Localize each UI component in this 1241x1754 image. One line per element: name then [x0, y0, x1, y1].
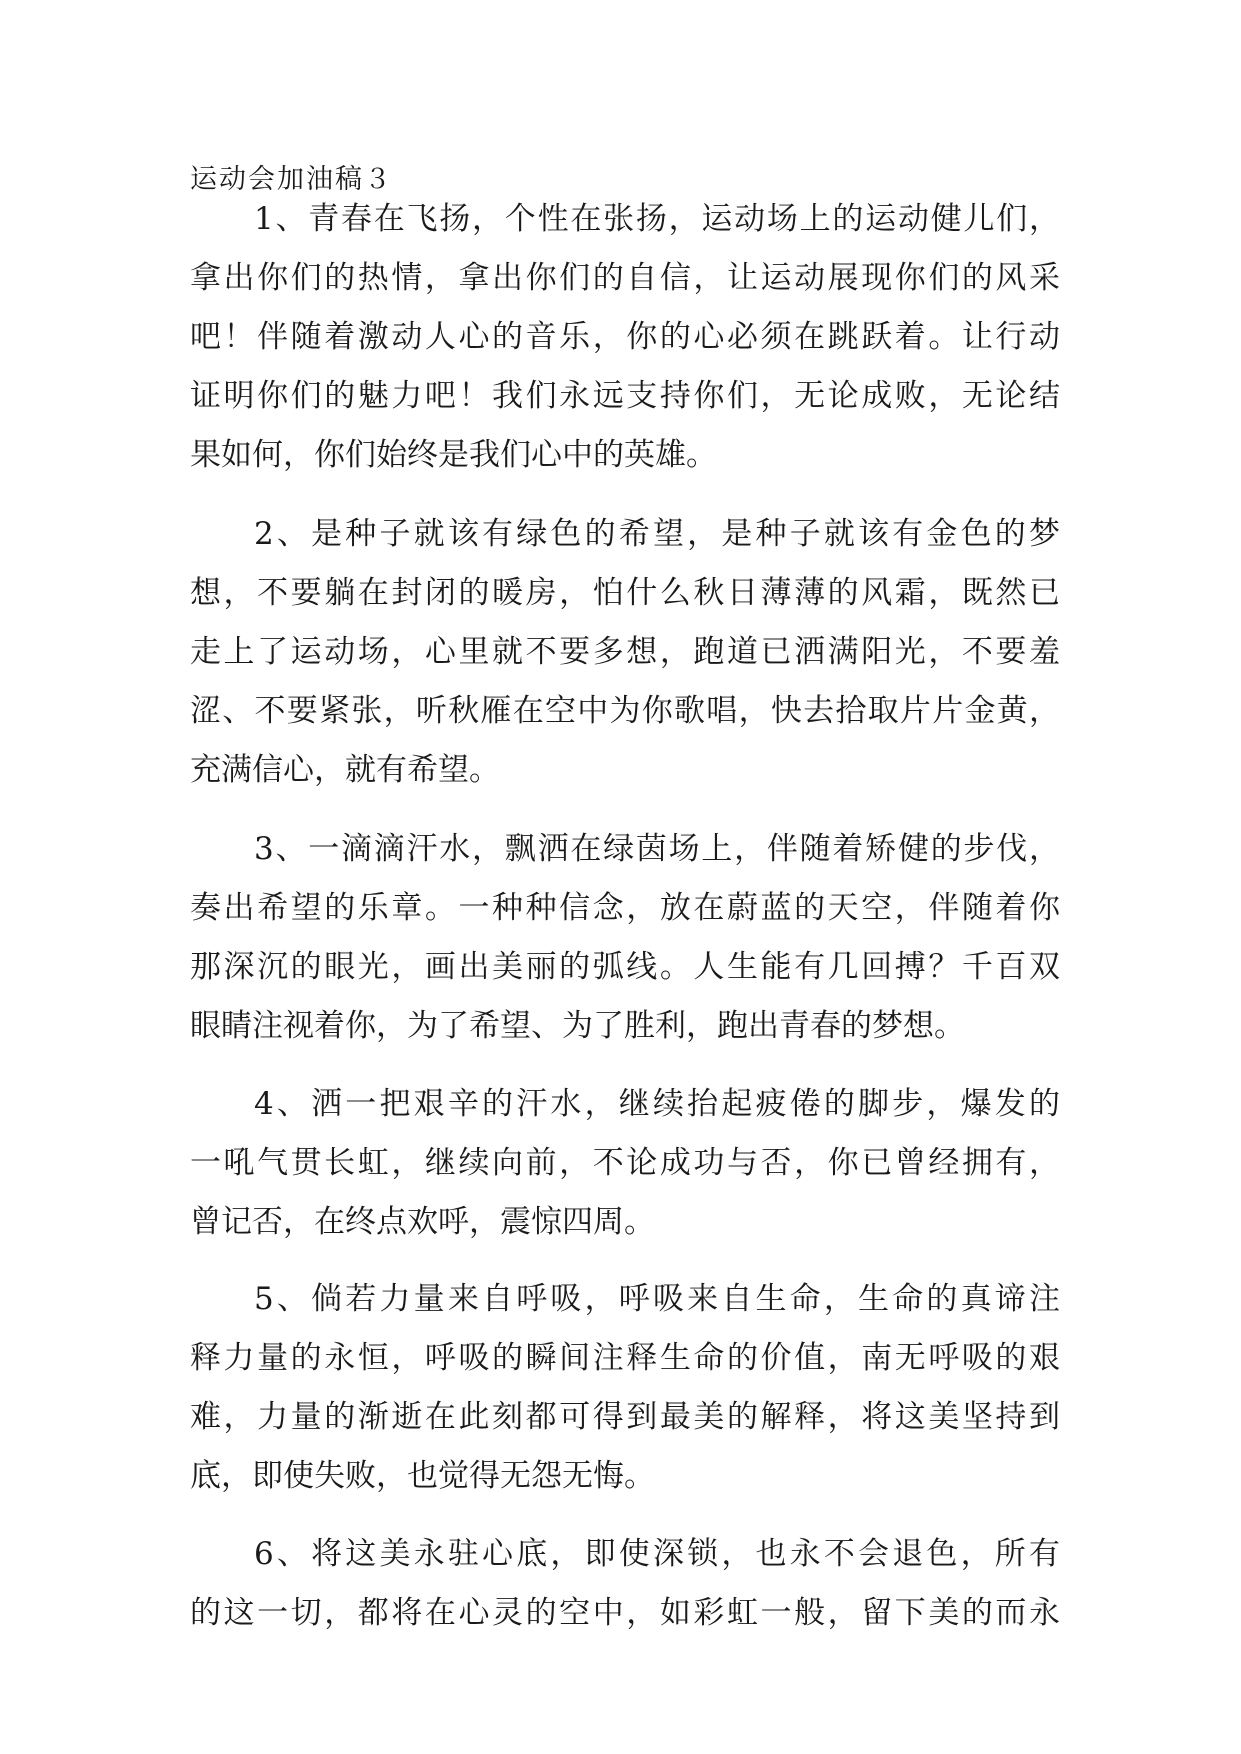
- paragraph-line: 走上了运动场，心里就不要多想，跑道已洒满阳光，不要羞: [190, 634, 1060, 670]
- paragraph-line: 5、倘若力量来自呼吸，呼吸来自生命，生命的真谛注: [254, 1281, 1060, 1317]
- paragraph-1: [190, 190, 1060, 485]
- paragraph-3: [190, 820, 1060, 1056]
- paragraph-line: 证明你们的魅力吧！我们永远支持你们，无论成败，无论结: [190, 378, 1060, 414]
- paragraph-line: 吧！伴随着激动人心的音乐，你的心必须在跳跃着。让行动: [190, 319, 1060, 355]
- paragraph-line: 释力量的永恒，呼吸的瞬间注释生命的价值，南无呼吸的艰: [190, 1340, 1060, 1376]
- paragraph-line: 难，力量的渐逝在此刻都可得到最美的解释，将这美坚持到: [190, 1399, 1060, 1435]
- paragraph-6: [190, 1525, 1060, 1643]
- paragraph-line: 那深沉的眼光，画出美丽的弧线。人生能有几回搏？千百双: [190, 949, 1060, 985]
- paragraph-line: 眼睛注视着你，为了希望、为了胜利，跑出青春的梦想。: [190, 1008, 965, 1044]
- paragraph-4: [190, 1075, 1060, 1252]
- paragraph-line: 1、青春在飞扬，个性在张扬，运动场上的运动健儿们，: [254, 201, 1060, 237]
- paragraph-line: 的这一切，都将在心灵的空中，如彩虹一般，留下美的而永: [190, 1595, 1060, 1631]
- paragraph-line: 2、是种子就该有绿色的希望，是种子就该有金色的梦: [254, 516, 1060, 552]
- paragraph-line: 曾记否，在终点欢呼，震惊四周。: [190, 1204, 655, 1240]
- paragraph-5: [190, 1270, 1060, 1506]
- paragraph-line: 充满信心，就有希望。: [190, 752, 500, 788]
- paragraph-line: 4、洒一把艰辛的汗水，继续抬起疲倦的脚步，爆发的: [254, 1086, 1060, 1122]
- paragraph-line: 涩、不要紧张，听秋雁在空中为你歌唱，快去拾取片片金黄，: [190, 693, 1060, 729]
- paragraph-line: 底，即使失败，也觉得无怨无悔。: [190, 1458, 655, 1494]
- paragraph-line: 想，不要躺在封闭的暖房，怕什么秋日薄薄的风霜，既然已: [190, 575, 1060, 611]
- document-title: 运动会加油稿３: [190, 164, 393, 195]
- paragraph-line: 一吼气贯长虹，继续向前，不论成功与否，你已曾经拥有，: [190, 1145, 1060, 1181]
- paragraph-line: 果如何，你们始终是我们心中的英雄。: [190, 437, 717, 473]
- paragraph-2: [190, 505, 1060, 800]
- paragraph-line: 拿出你们的热情，拿出你们的自信，让运动展现你们的风采: [190, 260, 1060, 296]
- paragraph-line: 奏出希望的乐章。一种种信念，放在蔚蓝的天空，伴随着你: [190, 890, 1060, 926]
- paragraph-line: 3、一滴滴汗水，飘洒在绿茵场上，伴随着矫健的步伐，: [254, 831, 1060, 867]
- paragraph-line: 6、将这美永驻心底，即使深锁，也永不会退色，所有: [254, 1536, 1060, 1572]
